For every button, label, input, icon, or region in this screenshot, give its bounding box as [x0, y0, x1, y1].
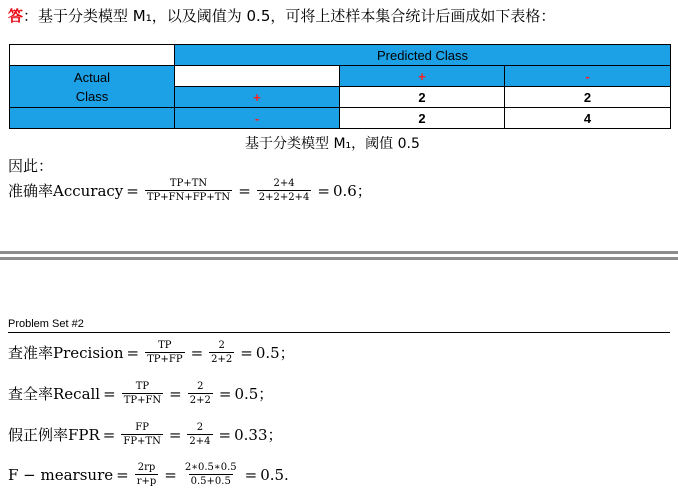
problem-set-header: Problem Set #2: [8, 318, 84, 330]
formula-label: 假正例率FPR: [8, 426, 100, 444]
formula-result: 0.33；: [234, 426, 283, 444]
actual-class-header: [10, 66, 175, 108]
fraction: $\frac{2+4}{2+2+2+4}$: [258, 178, 310, 203]
fp-cell: 2: [340, 108, 505, 129]
empty-corner-cell: [10, 45, 175, 66]
answer-label: 答: [8, 7, 24, 25]
precision-formula: 查准率Precision = $\frac{TP}{TP+FP}$ = $\frac{2}{2+2}$ = 0.5；: [8, 340, 295, 365]
fraction: $\frac{TP}{TP+FN}$: [123, 381, 162, 406]
fraction: $\frac{TP}{TP+FP}$: [147, 340, 183, 365]
divider: [0, 251, 678, 254]
fpr-formula: 假正例率FPR = $\frac{FP}{FP+TN}$ = $\frac{2}{2+4}$ = 0.33；: [8, 422, 283, 447]
formula-result: 0.5.: [260, 465, 289, 484]
recall-formula: 查全率Recall = $\frac{TP}{TP+FN}$ = $\frac{2}{2+2}$ = 0.5；: [8, 381, 274, 406]
formula-result: 0.6；: [332, 182, 372, 200]
predicted-positive-header: +: [340, 66, 505, 87]
formula-result: 0.5；: [255, 344, 295, 362]
actual-negative-header: -: [175, 108, 340, 129]
accuracy-formula: 准确率Accuracy = $\frac{TP+TN}{TP+FN+FP+TN}$ = $\frac{2+4}{2+2+2+4}$ = 0.6；: [8, 178, 372, 203]
header-rule: [8, 332, 670, 333]
divider: [0, 257, 678, 260]
predicted-negative-header: -: [505, 66, 671, 87]
actual-positive-header: +: [175, 87, 340, 108]
actual-label-line2: Class: [75, 88, 109, 104]
formula-result: 0.5；: [234, 385, 274, 403]
formula-label: 准确率Accuracy: [8, 182, 124, 200]
answer-line: [8, 5, 555, 26]
fn-cell: 2: [505, 87, 671, 108]
tn-cell: 4: [505, 108, 671, 129]
fraction: $\frac{2rp}{r+p}$: [136, 462, 157, 487]
formula-label: 查全率Recall: [8, 385, 101, 403]
fraction: $\frac{2}{2+4}$: [189, 422, 211, 447]
tp-cell: 2: [340, 87, 505, 108]
formula-label: F − mearsure: [8, 465, 114, 484]
hence-text: 因此：: [8, 157, 54, 175]
table-caption: 基于分类模型 M₁，阈值 0.5: [245, 136, 420, 152]
fraction: $\frac{FP}{FP+TN}$: [123, 422, 161, 447]
empty-cell: [175, 66, 340, 87]
empty-blue-cell: [10, 108, 175, 129]
formula-label: 查准率Precision: [8, 344, 124, 362]
fraction: $\frac{2∗0.5∗0.5}{0.5+0.5}$: [184, 462, 237, 487]
fraction: $\frac{2}{2+2}$: [189, 381, 211, 406]
fraction: $\frac{TP+TN}{TP+FN+FP+TN}$: [146, 178, 231, 203]
answer-text: ：基于分类模型 M₁，以及阈值为 0.5，可将上述样本集合统计后画成如下表格：: [23, 7, 556, 25]
actual-label-line1: Actual: [73, 69, 111, 85]
predicted-class-header: Predicted Class: [175, 45, 671, 66]
confusion-matrix-table: [9, 44, 671, 129]
f-measure-formula: F − mearsure = $\frac{2rp}{r+p}$ = $\frac{2∗0.5∗0.5}{0.5+0.5}$ = 0.5.: [8, 462, 289, 487]
fraction: $\frac{2}{2+2}$: [211, 340, 233, 365]
